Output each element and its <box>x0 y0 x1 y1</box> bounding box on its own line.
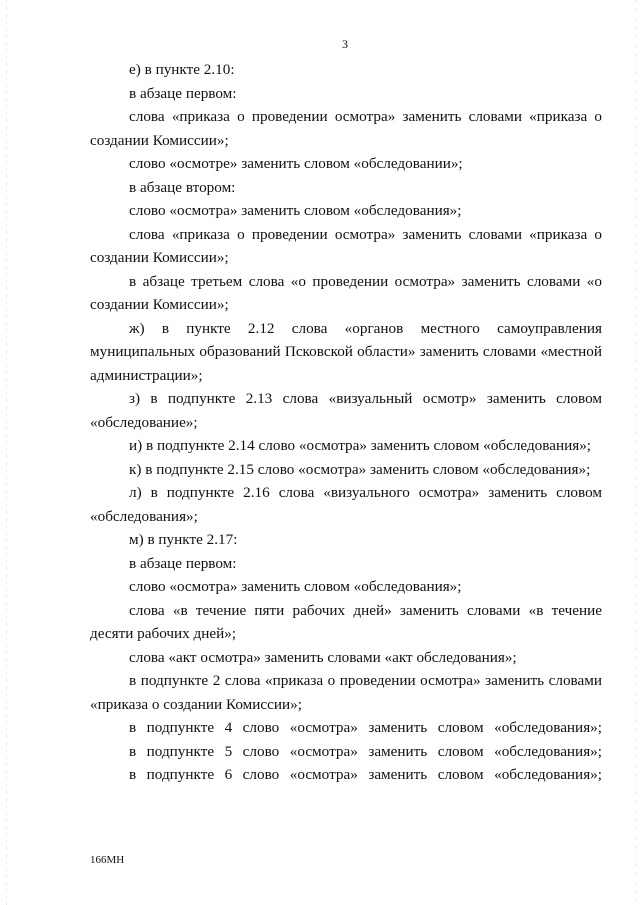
paragraph: слова «акт осмотра» заменить словами «акт обследования»; <box>129 648 517 666</box>
scan-edge-right <box>635 0 636 905</box>
paragraph: в абзаце третьем слова «о проведении осмотра» заменить словами «о создании Комиссии»; <box>90 272 602 313</box>
paragraph: в абзаце втором: <box>129 178 236 196</box>
paragraph: в подпункте 6 слово «осмотра» заменить словом «обследования»; <box>129 766 602 783</box>
paragraph: ж) в пункте 2.12 слова «органов местного самоуправления муниципальных образований Псковской области» заменить словами «местной администрации»; <box>90 319 602 384</box>
document-body <box>90 58 602 787</box>
paragraph: л) в подпункте 2.16 слова «визуального осмотра» заменить словом «обследования»; <box>90 484 602 525</box>
paragraph: слова «приказа о проведении осмотра» заменить словами «приказа о создании Комиссии»; <box>90 108 602 149</box>
paragraph: слово «осмотра» заменить словом «обследования»; <box>129 578 462 595</box>
paragraph: слово «осмотре» заменить словом «обследовании»; <box>129 155 463 172</box>
paragraph: в подпункте 2 слова «приказа о проведении осмотра» заменить словами «приказа о создании Комиссии»; <box>90 672 602 713</box>
paragraph: и) в подпункте 2.14 слово «осмотра» заменить словом «обследования»; <box>129 437 592 454</box>
paragraph: в абзаце первом: <box>129 84 237 102</box>
paragraph: з) в подпункте 2.13 слова «визуальный осмотр» заменить словом «обследование»; <box>90 390 602 431</box>
paragraph: в подпункте 4 слово «осмотра» заменить словом «обследования»; <box>129 719 602 736</box>
page-number: 3 <box>342 37 348 51</box>
paragraph: к) в подпункте 2.15 слово «осмотра» заменить словом «обследования»; <box>129 460 591 478</box>
paragraph: м) в пункте 2.17: <box>129 531 238 548</box>
paragraph: слова «приказа о проведении осмотра» заменить словами «приказа о создании Комиссии»; <box>90 225 602 266</box>
scan-edge-left <box>6 0 7 905</box>
paragraph: в абзаце первом: <box>129 554 237 572</box>
paragraph: в подпункте 5 слово «осмотра» заменить словом «обследования»; <box>129 742 602 760</box>
paragraph: слово «осмотра» заменить словом «обследования»; <box>129 202 462 219</box>
paragraph: слова «в течение пяти рабочих дней» заменить словами «в течение десяти рабочих дней»; <box>90 601 602 642</box>
paragraph: е) в пункте 2.10: <box>129 61 235 78</box>
footer-code: 166МН <box>90 854 125 866</box>
